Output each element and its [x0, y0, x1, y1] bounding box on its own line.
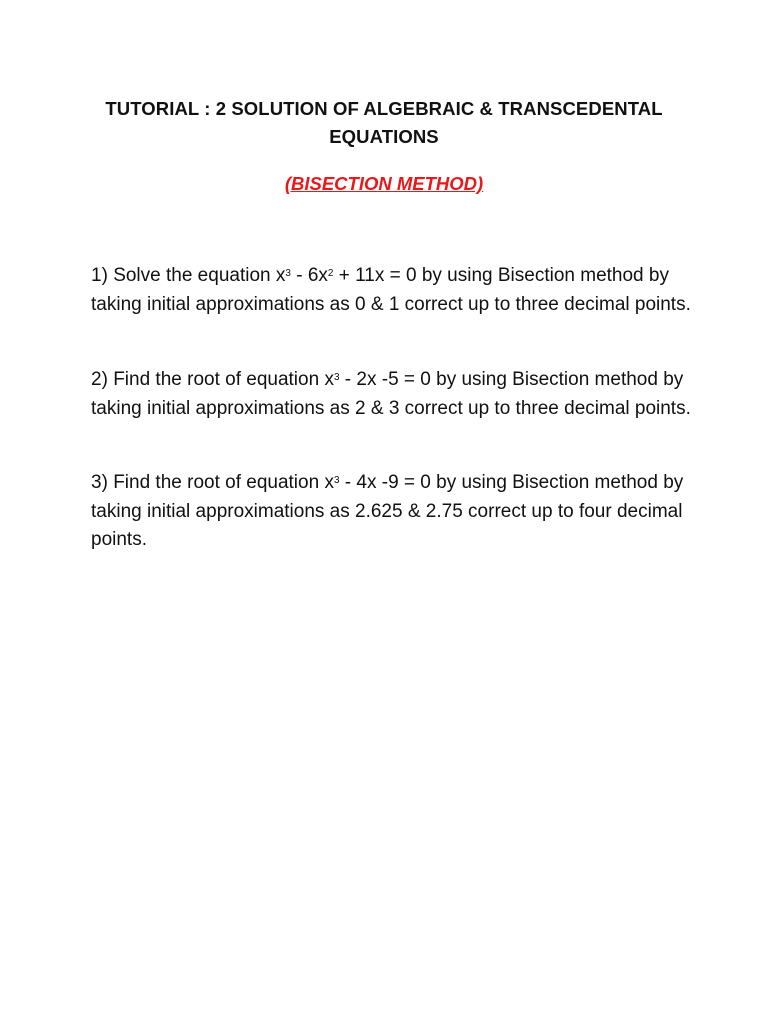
- question-text-middle: - 6x: [290, 265, 328, 286]
- method-subtitle: (BISECTION METHOD): [284, 173, 484, 194]
- question-number: 3): [91, 472, 108, 493]
- question-text-prefix: Find the root of equation x: [113, 472, 334, 493]
- question-text-prefix: Find the root of equation x: [113, 369, 334, 390]
- question-text-suffix: - 2x -5 = 0 by using Bisection method by taking initial approximations as 2 & 3 correct up to three decimal points.: [91, 369, 691, 419]
- question-3: [91, 469, 691, 555]
- exponent: 3: [333, 475, 340, 486]
- question-text-suffix: + 11x = 0 by using Bisection method by taking initial approximations as 0 & 1 correct up to three decimal points.: [91, 265, 691, 315]
- question-text-suffix: - 4x -9 = 0 by using Bisection method by taking initial approximations as 2.625 & 2.75 correct up to four decimal points.: [91, 472, 689, 550]
- exponent: 3: [285, 268, 291, 279]
- document-title: TUTORIAL : 2 SOLUTION OF ALGEBRAIC & TRANSCEDENTAL EQUATIONS: [105, 98, 663, 147]
- question-1: [91, 262, 691, 319]
- question-number: 1): [91, 265, 108, 286]
- question-number: 2): [91, 369, 108, 390]
- exponent: 3: [333, 372, 340, 383]
- question-2: [91, 366, 691, 423]
- question-text-prefix: Solve the equation x: [113, 265, 286, 286]
- exponent: 2: [327, 268, 334, 279]
